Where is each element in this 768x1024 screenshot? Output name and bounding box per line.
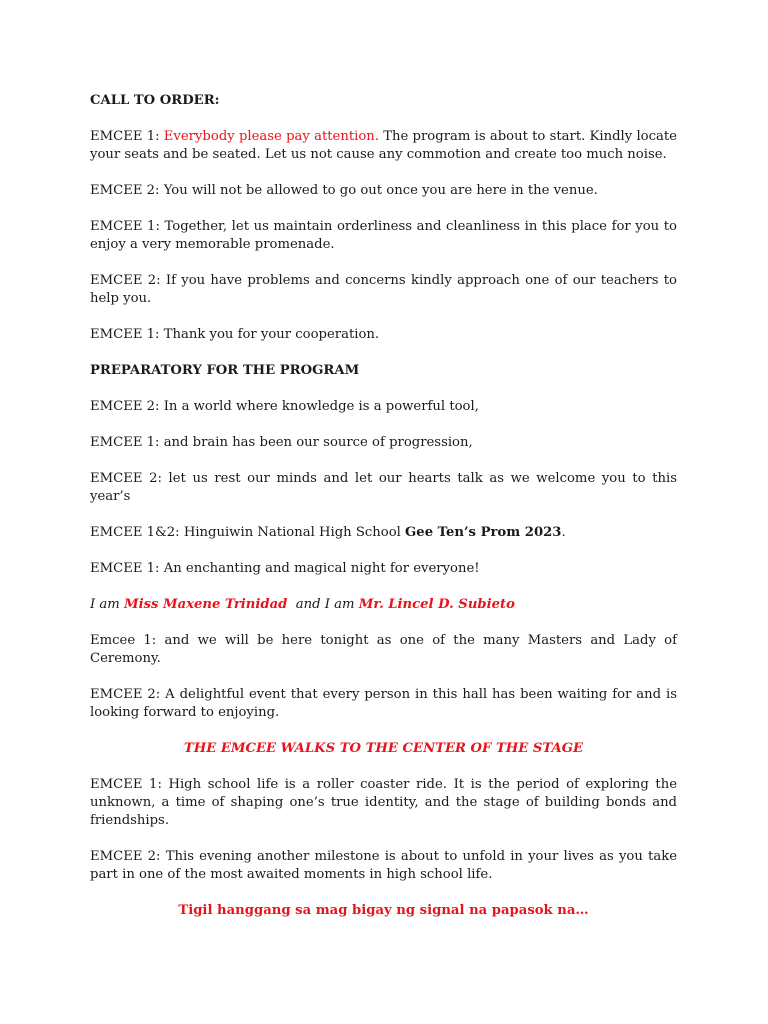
speaker-label: EMCEE 1: [90,129,164,144]
paragraph-text: I am [90,597,124,612]
paragraph-emcee2-venue: EMCEE 2: You will not be allowed to go out once you are here in the venue. [90,183,598,198]
paragraph-emcee1-thanks: EMCEE 1: Thank you for your cooperation. [90,327,380,342]
paragraph-emcee2-welcome: EMCEE 2: let us rest our minds and let our hearts talk as we welcome you to this year’s [90,471,677,504]
paragraph-emcee1-enchanting: EMCEE 1: An enchanting and magical night for everyone! [90,561,480,576]
paragraph-text: and I am [287,597,359,612]
section-heading-preparatory: PREPARATORY FOR THE PROGRAM [90,363,360,378]
paragraph-emcee1-attention [90,128,677,164]
document-page [90,92,677,938]
paragraph-text: . [561,525,566,540]
paragraph-emcee1-brain: EMCEE 1: and brain has been our source of progression, [90,435,473,450]
stage-direction: THE EMCEE WALKS TO THE CENTER OF THE STAGE [183,741,584,756]
paragraph-emcee1-highschool: EMCEE 1: High school life is a roller coaster ride. It is the period of exploring the unknown, a time of shaping one’s true identity, and the stage of building bonds and friendships. [90,777,677,828]
section-heading-call-to-order: CALL TO ORDER: [90,93,220,108]
emcee-name-2: Mr. Lincel D. Subieto [358,597,515,612]
closing-note: Tigil hanggang sa mag bigay ng signal na papasok na… [178,903,589,918]
paragraph-emcee-both-school [90,524,677,542]
paragraph-emcee1-orderliness: EMCEE 1: Together, let us maintain orderliness and cleanliness in this place for you to enjoy a very memorable promenade. [90,219,677,252]
paragraph-emcee1-masters: Emcee 1: and we will be here tonight as one of the many Masters and Lady of Ceremony. [90,633,677,666]
paragraph-emcee2-knowledge: EMCEE 2: In a world where knowledge is a powerful tool, [90,399,479,414]
emcee-name-1: Miss Maxene Trinidad [123,597,288,612]
paragraph-text: The program is about to start. Kindly locate your seats and be seated. Let us not cause any commotion and create too much noise. [90,129,677,162]
event-name: Gee Ten’s Prom 2023 [405,525,562,540]
paragraph-text: EMCEE 1&2: Hinguiwin National High School [90,525,406,540]
paragraph-emcee2-milestone: EMCEE 2: This evening another milestone is about to unfold in your lives as you take part in one of the most awaited moments in high school life. [90,849,677,882]
paragraph-emcee2-concerns: EMCEE 2: If you have problems and concerns kindly approach one of our teachers to help you. [90,273,677,306]
highlight-text: Everybody please pay attention. [163,129,379,144]
paragraph-emcee2-delightful: EMCEE 2: A delightful event that every person in this hall has been waiting for and is looking forward to enjoying. [90,687,677,720]
paragraph-emcee-introductions [90,596,677,614]
